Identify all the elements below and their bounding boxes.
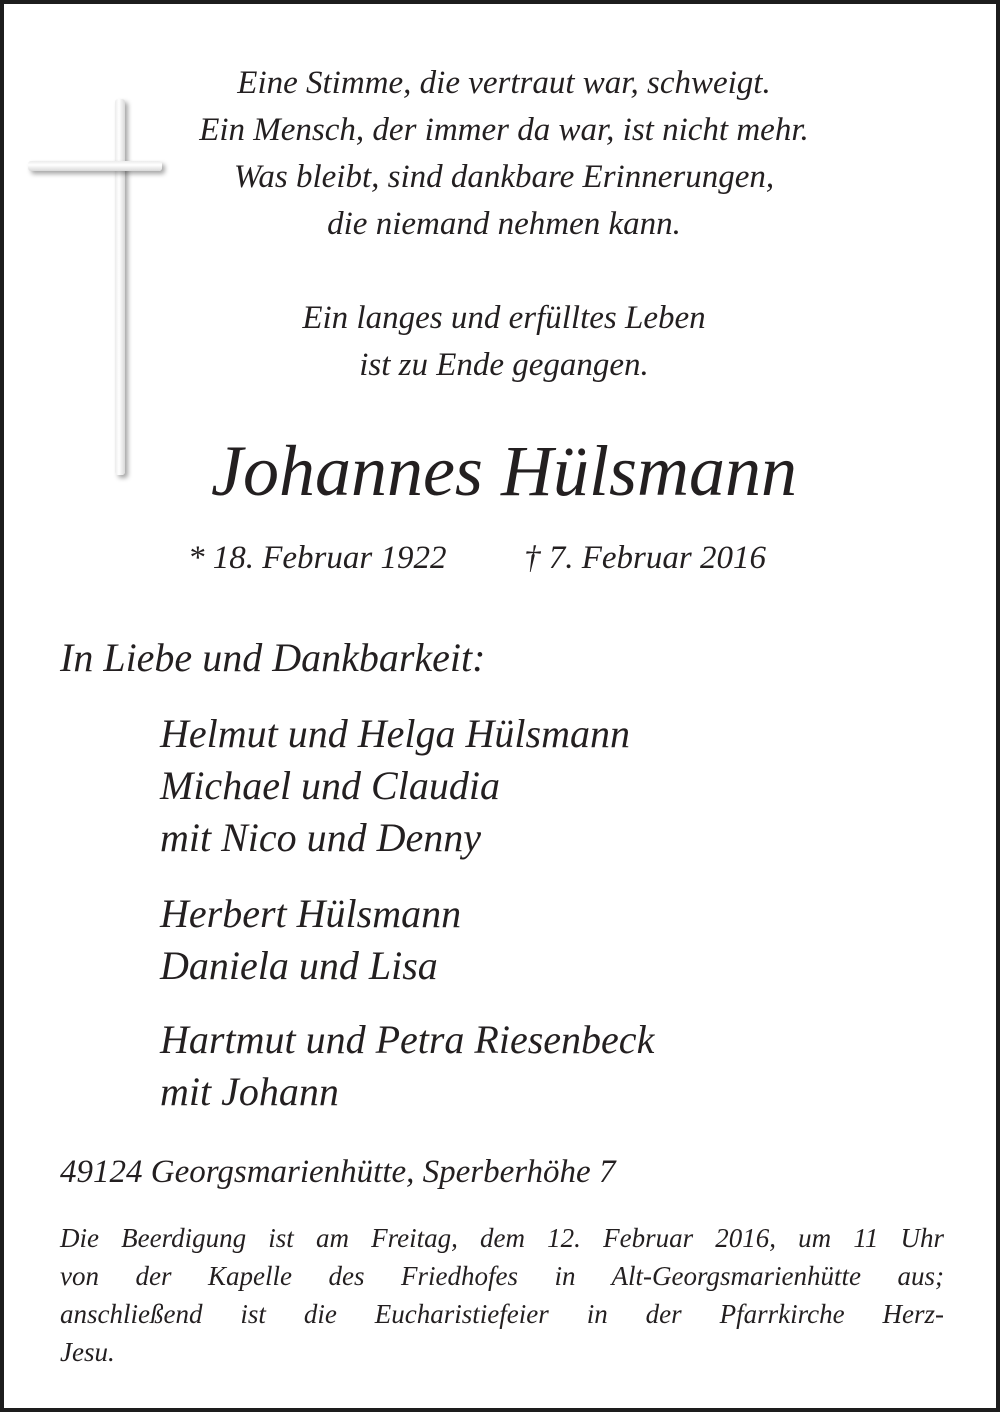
- funeral-line: Die Beerdigung ist am Freitag, dem 12. Februar 2016, um 11 Uhr: [60, 1223, 944, 1253]
- family-line: Daniela und Lisa: [160, 943, 438, 988]
- family-group-3: [160, 1014, 654, 1118]
- family-group-2: [160, 888, 461, 992]
- poem-line: Ein langes und erfülltes Leben: [302, 300, 706, 336]
- family-address: 49124 Georgsmarienhütte, Sperberhöhe 7: [60, 1154, 616, 1190]
- deceased-name: Johannes Hülsmann: [211, 431, 797, 511]
- family-line: mit Johann: [160, 1069, 339, 1114]
- poem-verse-2: [124, 295, 884, 389]
- thanks-heading: In Liebe und Dankbarkeit:: [60, 635, 486, 680]
- family-group-1: [160, 708, 630, 864]
- funeral-line: von der Kapelle des Friedhofes in Alt-Georgsmarienhütte aus;: [60, 1261, 944, 1291]
- poem-line: ist zu Ende gegangen.: [359, 347, 649, 383]
- death-date: † 7. Februar 2016: [524, 540, 766, 576]
- poem-line: die niemand nehmen kann.: [327, 206, 681, 242]
- funeral-line: Jesu.: [60, 1337, 115, 1367]
- family-line: Herbert Hülsmann: [160, 891, 462, 936]
- poem-line: Was bleibt, sind dankbare Erinnerungen,: [233, 159, 775, 195]
- family-line: Helmut und Helga Hülsmann: [160, 711, 630, 756]
- family-line: Hartmut und Petra Riesenbeck: [160, 1017, 655, 1062]
- funeral-notice: [60, 1219, 944, 1371]
- poem-line: Eine Stimme, die vertraut war, schweigt.: [237, 65, 771, 101]
- family-line: mit Nico und Denny: [160, 815, 482, 860]
- poem-line: Ein Mensch, der immer da war, ist nicht mehr.: [199, 112, 809, 148]
- funeral-line: anschließend ist die Eucharistiefeier in der Pfarrkirche Herz-: [60, 1299, 944, 1329]
- birth-date: * 18. Februar 1922: [188, 540, 447, 576]
- poem-verse-1: [124, 60, 884, 248]
- life-dates: [104, 534, 904, 582]
- family-line: Michael und Claudia: [160, 763, 500, 808]
